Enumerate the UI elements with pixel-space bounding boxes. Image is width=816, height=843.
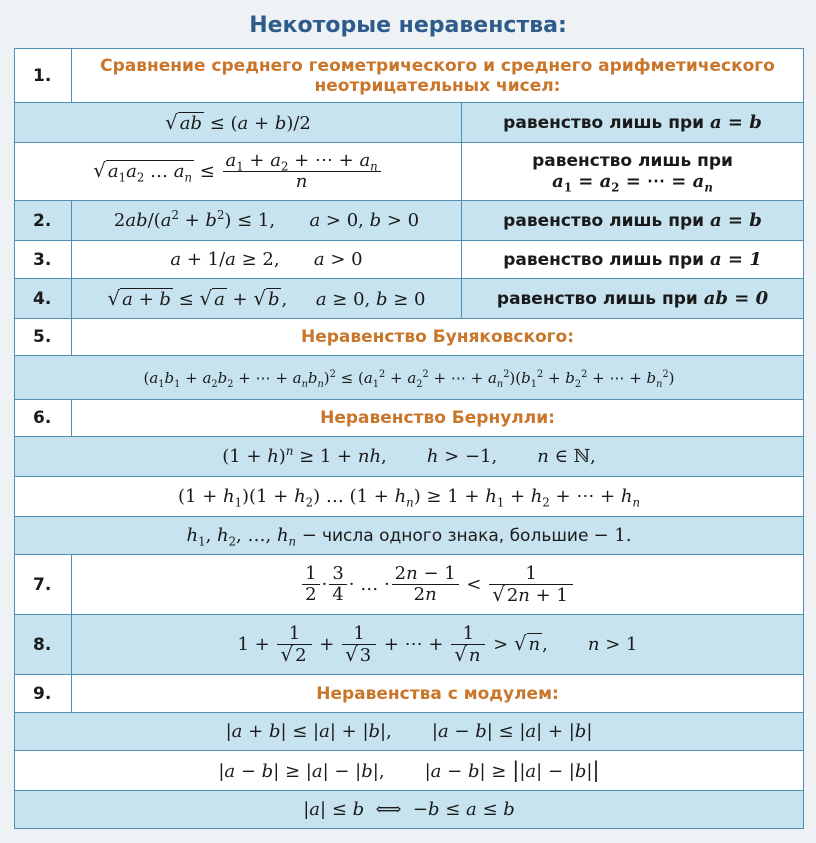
row-number: 2.	[15, 201, 72, 241]
row-number: 9.	[15, 675, 72, 713]
formula-cell: a + 1/a ≥ 2, a > 0	[72, 241, 462, 279]
formula-cell: $(1 + h_1)(1 + h_2)$ … $(1 + h_n) \ge 1 + h_1 + h_2$ + ⋯ + $h_n$	[15, 477, 804, 517]
table-row	[15, 356, 804, 400]
table-row	[15, 437, 804, 477]
section-heading: Неравенство Бернулли:	[72, 400, 804, 437]
table-row	[15, 201, 804, 241]
formula-cell: $2ab/(a^2 + b^2) \le 1$, a > 0, b > 0	[72, 201, 462, 241]
formula-cell: ($a_1b_1 + a_2b_2$ + ⋯ + $a_nb_n)^2 \le (a_1^2 + a_2^2$ + ⋯ + $a_n^2)(b_1^2 + b_2^2$ + ⋯ + $b_n^2$)	[15, 356, 804, 400]
row-number: 7.	[15, 555, 72, 615]
table-row	[15, 49, 804, 103]
table-row	[15, 555, 804, 615]
table-row	[15, 791, 804, 829]
formula-cell: $\frac{1}{2}$ · $\frac{3}{4}$ · … · $\frac{2n - 1}{2n}$ < $\frac{1}{√ 2n + 1}$	[72, 555, 804, 615]
row-number: 4.	[15, 279, 72, 319]
formula-cell: √ ab ≤ (a + b)/2	[15, 103, 462, 143]
formula-cell: √ $a_1a_2$ … $a_n$ ≤ $\frac{a_1 + a_2 + \cdots + a_n}{n}$	[15, 143, 462, 201]
table-row	[15, 517, 804, 555]
formula-cell: |a + b| ≤ |a| + |b|, |a − b| ≤ |a| + |b|	[15, 713, 804, 751]
table-row	[15, 103, 804, 143]
section-heading: Неравенство Буняковского:	[72, 319, 804, 356]
table-row	[15, 319, 804, 356]
row-number: 6.	[15, 400, 72, 437]
formula-cell: |a| ≤ b ⟺ −b ≤ a ≤ b	[15, 791, 804, 829]
table-row	[15, 615, 804, 675]
condition-cell: равенство лишь при a = b	[462, 103, 804, 143]
table-row	[15, 143, 804, 201]
table-row	[15, 675, 804, 713]
row-number: 3.	[15, 241, 72, 279]
condition-cell: равенство лишь при a = b	[462, 201, 804, 241]
formula-cell: $h_1$, $h_2$, …, $h_n$ − числа одного знака, большие − 1.	[15, 517, 804, 555]
page-title: Некоторые неравенства:	[249, 13, 567, 38]
table-row	[15, 400, 804, 437]
section-heading: Неравенства с модулем:	[72, 675, 804, 713]
row-number: 5.	[15, 319, 72, 356]
row-number: 1.	[15, 49, 72, 103]
condition-cell: равенство лишь при $a_1 = a_2$ = ⋯ = $a_n$	[462, 143, 804, 201]
table-row	[15, 279, 804, 319]
table-row	[15, 241, 804, 279]
table-row	[15, 477, 804, 517]
table-row	[15, 713, 804, 751]
formula-cell: $(1 + h)^n \ge 1$ + nh, h > −1, n ∈ ℕ,	[15, 437, 804, 477]
formula-cell: |a − b| ≥ |a| − |b|, |a − b| ≥ ||a| − |b||	[15, 751, 804, 791]
formula-cell: √ a + b ≤ √ a + √ b , a ≥ 0, b ≥ 0	[72, 279, 462, 319]
table-row	[15, 751, 804, 791]
row-number: 8.	[15, 615, 72, 675]
inequalities-table	[14, 48, 804, 829]
formula-cell: 1 + $\frac{1}{√ 2}$ + $\frac{1}{√ 3}$ + ⋯ + $\frac{1}{√ n}$ > √ n , n > 1	[72, 615, 804, 675]
condition-cell: равенство лишь при a = 1	[462, 241, 804, 279]
section-heading: Сравнение среднего геометрического и среднего арифметического неотрицательных чисел:	[72, 49, 804, 103]
condition-cell: равенство лишь при ab = 0	[462, 279, 804, 319]
